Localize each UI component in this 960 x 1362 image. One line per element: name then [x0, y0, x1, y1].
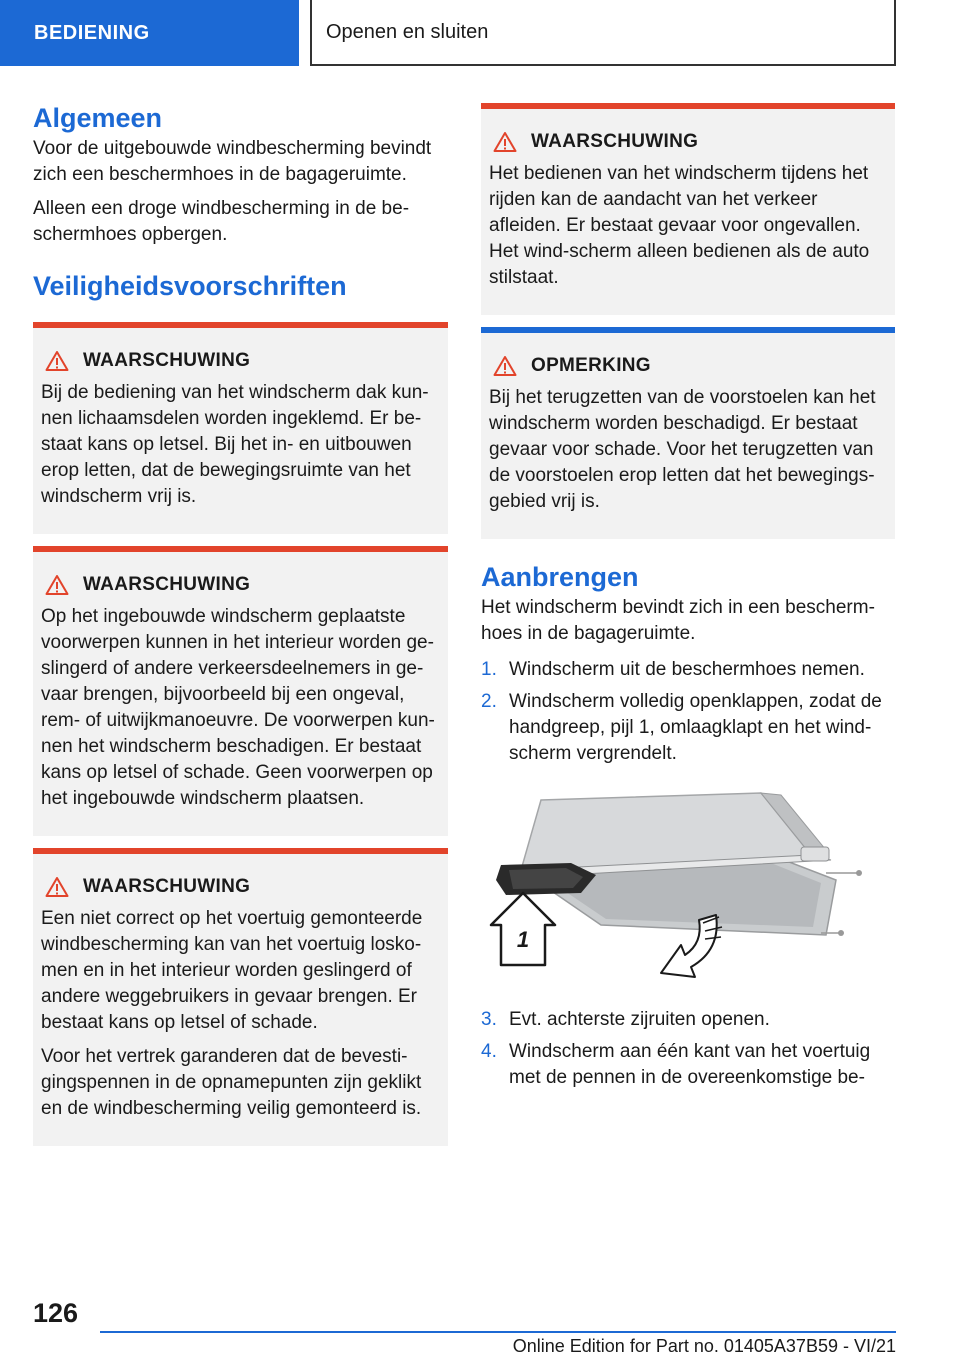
warning-box-2 — [33, 546, 448, 836]
note-box — [481, 327, 895, 539]
warning-triangle-icon — [493, 131, 517, 153]
header-section-label: BEDIENING — [34, 21, 150, 44]
header-section-tab — [0, 0, 299, 66]
warning-box-3 — [33, 848, 448, 1146]
warning-box-4 — [481, 103, 895, 315]
warning-box-1-title — [41, 348, 440, 374]
warning-box-3-title — [41, 874, 440, 900]
footer-divider — [100, 1331, 896, 1333]
warning-title-text: WAARSCHUWING — [531, 131, 699, 152]
warning-box-2-title — [41, 572, 440, 598]
footer-edition: Online Edition for Part no. 01405A37B59 - VI/21 — [512, 1336, 896, 1356]
warning-box-2-text: Op het ingebouwde windscherm geplaatste voorwerpen kunnen in het interieur worden ge-slingerd of andere verkeersdeelnemers in ge-vaar brengen, bijvoorbeeld bij een ongeval, rem- of uitwijkmanoeuvre. De voorwerpen kun-nen het windscherm beschadigen. Er bestaat kans op letsel of schade. Geen voorwerpen op het ingebouwde windscherm plaatsen. — [41, 606, 435, 809]
install-intro: Het windscherm bevindt zich in een bescherm-hoes in de bagageruimte. — [481, 597, 875, 644]
warning-box-4-text: Het bedienen van het windscherm tijdens het rijden kan de aandacht van het verkeer afleiden. Er bestaat gevaar voor ongevallen. Het wind-scherm alleen bedienen als de auto stilstaat. — [489, 163, 870, 288]
page-number: 126 — [33, 1298, 79, 1328]
step-text: Windscherm uit de beschermhoes nemen. — [509, 659, 865, 680]
step-number: 3. — [481, 1009, 497, 1030]
list-item — [481, 1007, 895, 1033]
general-paragraph-2: Alleen een droge windbescherming in de be-schermhoes opbergen. — [33, 198, 410, 245]
list-item — [481, 1039, 895, 1091]
warning-title-text: WAARSCHUWING — [83, 350, 251, 371]
right-column — [481, 103, 895, 1097]
step-number: 2. — [481, 691, 497, 712]
windscreen-illustration — [481, 775, 895, 995]
warning-triangle-icon — [45, 876, 69, 898]
header-title: Openen en sluiten — [326, 20, 489, 43]
list-item — [481, 657, 895, 683]
warning-triangle-icon — [45, 574, 69, 596]
arrow-label: 1 — [516, 927, 530, 952]
header-title-box — [310, 0, 896, 66]
note-box-text: Bij het terugzetten van de voorstoelen kan het windscherm worden beschadigd. Er bestaat gevaar voor schade. Voor het terugzetten van de voorstoelen erop letten dat het bewegings-gebied vrij is. — [489, 387, 876, 512]
install-steps-a — [481, 657, 895, 767]
warning-title-text: WAARSCHUWING — [83, 574, 251, 595]
step-text: Windscherm aan één kant van het voertuig met de pennen in de overeenkomstige be- — [509, 1041, 871, 1088]
warning-title-text: WAARSCHUWING — [83, 876, 251, 897]
general-paragraph-1: Voor de uitgebouwde windbescherming bevindt zich een beschermhoes in de bagageruimte. — [33, 138, 432, 185]
step-text: Evt. achterste zijruiten openen. — [509, 1009, 770, 1030]
left-column — [33, 100, 448, 1146]
step-number: 1. — [481, 659, 497, 680]
install-steps-b — [481, 1007, 895, 1091]
heading-install: Aanbrengen — [481, 562, 639, 592]
warning-box-1-text: Bij de bediening van het windscherm dak kun-nen lichaamsdelen worden ingeklemd. Er be-staat kans op letsel. Bij het in- en uitbouwen erop letten, dat de bewegingsruimte van het windscherm vrij is. — [41, 382, 429, 507]
warning-box-4-title — [489, 129, 887, 155]
step-number: 4. — [481, 1041, 497, 1062]
warning-triangle-icon — [45, 350, 69, 372]
note-box-title — [489, 353, 887, 379]
step-text: Windscherm volledig openklappen, zodat de handgreep, pijl 1, omlaagklapt en het wind-scherm vergrendelt. — [509, 691, 882, 764]
list-item — [481, 689, 895, 767]
warning-box-3-text-2: Voor het vertrek garanderen dat de bevesti-gingspennen in de opnamepunten zijn geklikt en de windbescherming veilig gemonteerd is. — [41, 1046, 422, 1119]
windscreen-drawing — [481, 775, 895, 995]
warning-triangle-icon — [493, 355, 517, 377]
note-title-text: OPMERKING — [531, 355, 651, 376]
warning-box-3-text-1: Een niet correct op het voertuig gemonteerde windbescherming kan van het voertuig losko-men en in het interieur worden geslingerd of andere weggebruikers in gevaar brengen. Er bestaat kans op letsel of schade. — [41, 908, 423, 1033]
heading-safety: Veiligheidsvoorschriften — [33, 271, 347, 301]
warning-box-1 — [33, 322, 448, 534]
heading-general: Algemeen — [33, 103, 163, 133]
